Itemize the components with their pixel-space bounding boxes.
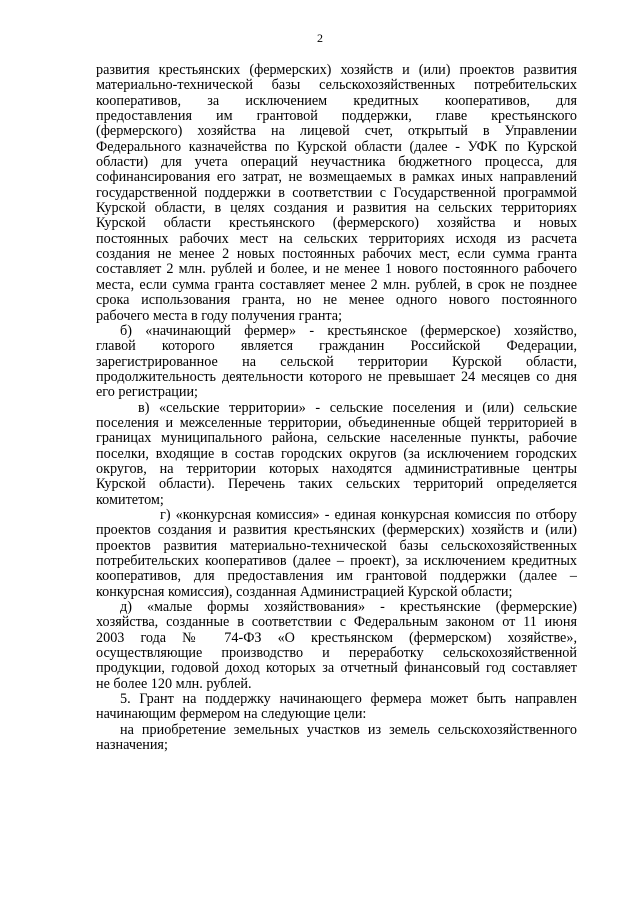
text-line: материально-технической базы сельскохозяйственных потребительских [96,78,577,94]
text-line: продукции, годовой доход которых за отчетный финансовый год составляет [96,661,577,677]
text-line: постоянных рабочих мест на сельских территориях исходя из расчета [96,231,577,247]
text-line: границах муниципального района, сельские населенные пункты, рабочие [96,431,577,447]
text-line: места, если сумма гранта составляет менее 2 млн. рублей, в срок не позднее [96,277,577,293]
text-line: создания не менее 2 новых постоянных рабочих мест, если сумма гранта [96,247,577,263]
text-line: проектов развития материально-технической базы сельскохозяйственных [96,538,577,554]
definition-d-first-line: д) «малые формы хозяйствования» - крестьянские (фермерские) [120,600,577,616]
text-line: Федерального казначейства по Курской области (далее - УФК по Курской [96,139,577,155]
text-line: 2003 года № 74-ФЗ «О крестьянском (фермерском) хозяйстве», [96,630,577,646]
document-body [96,63,577,753]
text-line: продолжительность деятельности которого не превышает 24 месяцев со дня [96,369,577,385]
purpose-first-line: на приобретение земельных участков из земель сельскохозяйственного [120,722,577,738]
text-line: поселения и межселенные территории, объединенные общей территорией в [96,415,577,431]
text-line: округов, на территории которых находятся административные центры [96,461,577,477]
text-line: осуществляющие производство и переработку сельскохозяйственной [96,646,577,662]
text-line: зарегистрированное на сельской территории Курской области, [96,354,577,370]
text-line: срока использования гранта, но не менее одного нового постоянного [96,293,577,309]
definition-g-first-line: г) «конкурсная комиссия» - единая конкурсная комиссия по отбору [160,507,577,523]
page-number: 2 [317,31,323,45]
text-line: не более 120 млн. рублей. [96,675,252,692]
paragraph-5-first-line: 5. Грант на поддержку начинающего фермера может быть направлен [120,692,577,708]
text-line: конкурсная комиссия), созданная Администрацией Курской области; [96,583,513,600]
text-line: рабочего места в году получения гранта; [96,307,343,324]
text-line: кооперативов, за исключением кредитных кооперативов, для [96,93,577,109]
text-line: хозяйства, созданные в соответствии с Федеральным законом от 11 июня [96,615,577,631]
text-line: составляет 2 млн. рублей и более, и не менее 1 нового постоянного рабочего [96,262,577,278]
text-line: главой которого является гражданин Российской Федерации, [96,339,577,355]
text-line: Курской области). Перечень таких сельских территорий определяется [96,477,577,493]
text-line: комитетом; [96,491,164,508]
definition-v-first-line: в) «сельские территории» - сельские поселения и (или) сельские [138,400,577,416]
text-line: государственной поддержки в соответствии с Государственной программой [96,185,577,201]
text-line: кооперативов, для предоставления им грантовой поддержки (далее – [96,569,577,585]
text-line: назначения; [96,737,168,754]
text-line: софинансирования его затрат, не возмещаемых в рамках иных направлений [96,170,577,186]
text-line: его регистрации; [96,384,198,401]
text-line: (фермерского) хозяйства на лицевой счет, открытый в Управлении [96,124,577,140]
text-line: поселки, входящие в состав городских округов (за исключением городских [96,446,577,462]
text-line: потребительских кооперативов (далее – проект), за исключением кредитных [96,554,577,569]
text-line: проектов создания и развития крестьянских (фермерских) хозяйств и (или) [96,523,577,539]
definition-b-first-line: б) «начинающий фермер» - крестьянское (фермерское) хозяйство, [120,323,577,339]
text-line: Курской области, в целях создания и развития на сельских территориях [96,201,577,217]
text-line: Курской области крестьянского (фермерского) хозяйства и новых [96,216,577,232]
text-line: области) для учета операций неучастника бюджетного процесса, для [96,155,577,171]
text-line: развития крестьянских (фермерских) хозяйств и (или) проектов развития [96,63,577,78]
text-line: начинающим фермером на следующие цели: [96,706,367,723]
text-line: предоставления им грантовой поддержки, главе крестьянского [96,109,577,125]
